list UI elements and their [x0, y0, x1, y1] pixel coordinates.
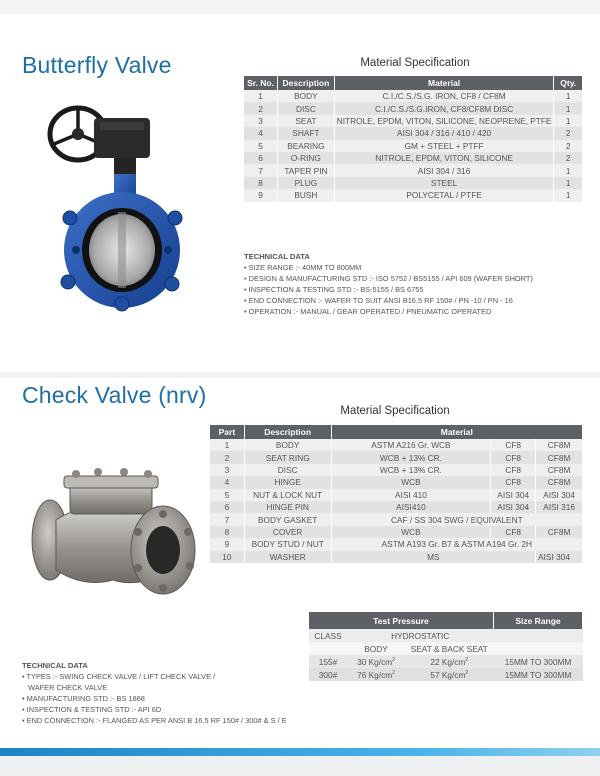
tech-line: • END CONNECTION :- WAFER TO SUIT ANSI B16.5 RF 150# / PN -10 / PN - 16 — [244, 296, 513, 305]
cell: BODY — [278, 90, 335, 102]
cell: WASHER — [244, 551, 331, 563]
table-row — [309, 629, 583, 642]
cell: BODY STUD / NUT — [244, 538, 331, 550]
butterfly-valve-title: Butterfly Valve — [22, 52, 172, 78]
col-size-range: Size Range — [494, 612, 583, 629]
cell: 3 — [210, 464, 244, 476]
test-pressure-table — [309, 612, 583, 681]
cell: O-RING — [278, 152, 335, 164]
cell: AISI 304 / 316 — [334, 164, 554, 176]
col-sr-no: Sr. No. — [244, 76, 278, 90]
cell: GM + STEEL + PTFF — [334, 140, 554, 152]
cell: CF8 — [491, 451, 536, 463]
top-band — [0, 0, 600, 14]
butterfly-valve-image — [40, 100, 190, 315]
cell: 6 — [244, 152, 278, 164]
table-row — [244, 177, 583, 189]
cell: MS — [331, 551, 536, 563]
cell: AISI 304 — [491, 501, 536, 513]
check-valve-image — [28, 462, 198, 602]
cell: HINGE — [244, 476, 331, 488]
cell: CF8 — [491, 526, 536, 538]
cell: 9 — [244, 189, 278, 201]
cell: 1 — [554, 177, 583, 189]
cell: 7 — [210, 513, 244, 525]
table-row — [309, 668, 583, 681]
butterfly-spec-title: Material Specification — [360, 57, 470, 69]
cell: 15MM TO 300MM — [494, 668, 583, 681]
check-material-table — [210, 425, 583, 563]
col-material: Material — [334, 76, 554, 90]
cell: AISI 316 — [536, 501, 583, 513]
cell: TAPER PIN — [278, 164, 335, 176]
cell: BEARING — [278, 140, 335, 152]
cell: 1 — [554, 102, 583, 114]
technical-data-heading: TECHNICAL DATA — [244, 252, 310, 261]
table-row — [309, 655, 583, 668]
section-divider — [0, 372, 600, 378]
value: 30 Kg/cm — [357, 656, 393, 667]
value: 76 Kg/cm — [357, 669, 393, 680]
cell: SHAFT — [278, 127, 335, 139]
table-row — [244, 164, 583, 176]
cell: 7 — [244, 164, 278, 176]
butterfly-material-table — [244, 76, 583, 202]
cell: AISI 304 — [536, 489, 583, 501]
butterfly-technical-data — [244, 251, 584, 317]
cell: 1 — [554, 164, 583, 176]
cell: DISC — [244, 464, 331, 476]
cell — [405, 668, 494, 681]
cell: 3 — [244, 115, 278, 127]
tech-line: • MANUFACTURING STD :- BS 1868 — [22, 694, 145, 703]
footer-band — [0, 748, 600, 776]
class-label: CLASS — [309, 629, 347, 642]
col-part: Part — [210, 425, 244, 439]
cell: CF8 — [491, 464, 536, 476]
cell: 1 — [554, 90, 583, 102]
body-label: BODY — [347, 642, 405, 655]
tech-line: • INSPECTION & TESTING STD :- API 6D — [22, 705, 162, 714]
table-row — [210, 464, 583, 476]
cell: 5 — [210, 489, 244, 501]
table-row — [244, 90, 583, 102]
table-row — [210, 538, 583, 550]
hydrostatic-label: HYDROSTATIC — [347, 629, 494, 642]
cell: C.I./C.S./S.G. IRON, CF8 / CF8M — [334, 90, 554, 102]
cell: 5 — [244, 140, 278, 152]
cell: AISI410 — [331, 501, 491, 513]
cell: 155# — [309, 655, 347, 668]
cell: HINGE PIN — [244, 501, 331, 513]
cell: 2 — [210, 451, 244, 463]
tech-line: • END CONNECTION :- FLANGED AS PER ANSI B 16.5 RF 150# / 300# & S / E — [22, 716, 287, 725]
cell: AISI 304 — [491, 489, 536, 501]
table-row — [210, 439, 583, 451]
cell: 4 — [210, 476, 244, 488]
unit-sup: 2 — [465, 656, 469, 663]
cell: 2 — [554, 152, 583, 164]
cell: CF8M — [536, 526, 583, 538]
footer-accent-bar — [0, 748, 600, 756]
cell: 15MM TO 300MM — [494, 655, 583, 668]
cell: WCB — [331, 476, 491, 488]
cell: AISI 304 / 316 / 410 / 420 — [334, 127, 554, 139]
cell: 1 — [554, 115, 583, 127]
cell: ASTM A216 Gr. WCB — [331, 439, 491, 451]
cell: CF8 — [491, 439, 536, 451]
cell: 300# — [309, 668, 347, 681]
cell — [405, 655, 494, 668]
cell: 10 — [210, 551, 244, 563]
table-row — [210, 451, 583, 463]
check-spec-title: Material Specification — [340, 405, 450, 417]
table-row — [210, 551, 583, 563]
cell: 1 — [244, 90, 278, 102]
cell: 2 — [244, 102, 278, 114]
cell: AISI 304 — [536, 551, 583, 563]
cell: CF8M — [536, 451, 583, 463]
cell: CAF / SS 304 SWG / EQUIVALENT — [331, 513, 582, 525]
footer-grey-bar — [0, 756, 600, 776]
check-valve-title: Check Valve (nrv) — [22, 382, 207, 408]
table-row — [244, 127, 583, 139]
cell: BUSH — [278, 189, 335, 201]
cell: 4 — [244, 127, 278, 139]
col-material: Material — [331, 425, 582, 439]
cell: 2 — [554, 140, 583, 152]
cell: CF8M — [536, 439, 583, 451]
col-test-pressure: Test Pressure — [309, 612, 494, 629]
cell: SEAT — [278, 115, 335, 127]
cell: 8 — [210, 526, 244, 538]
cell — [494, 642, 583, 655]
cell — [347, 668, 405, 681]
cell: STEEL — [334, 177, 554, 189]
unit-sup: 2 — [465, 669, 469, 676]
tech-line: • SIZE RANGE :- 40MM TO 800MM — [244, 263, 362, 272]
col-description: Description — [244, 425, 331, 439]
tech-line: • INSPECTION & TESTING STD :- BS-5155 / BS 6755 — [244, 285, 424, 294]
cell: CF8M — [536, 476, 583, 488]
table-row — [244, 189, 583, 201]
cell: BODY GASKET — [244, 513, 331, 525]
tech-line: WAFER CHECK VALVE — [28, 683, 108, 692]
cell — [309, 642, 347, 655]
tech-line: • OPERATION :- MANUAL / GEAR OPERATED / PNEUMATIC OPERATED — [244, 307, 492, 316]
table-row — [244, 102, 583, 114]
cell: BODY — [244, 439, 331, 451]
cell: CF8 — [491, 476, 536, 488]
butterfly-table-body — [244, 90, 583, 202]
cell: WCB + 13% CR. — [331, 464, 491, 476]
table-row — [210, 489, 583, 501]
cell: 9 — [210, 538, 244, 550]
check-technical-data — [22, 660, 342, 726]
seat-label: SEAT & BACK SEAT — [405, 642, 494, 655]
value: 57 Kg/cm — [430, 669, 466, 680]
table-row — [244, 140, 583, 152]
cell: WCB — [331, 526, 491, 538]
cell — [494, 629, 583, 642]
cell: PLUG — [278, 177, 335, 189]
cell: DISC — [278, 102, 335, 114]
tech-line: • TYPES :- SWING CHECK VALVE / LIFT CHECK VALVE / — [22, 672, 216, 681]
value: 22 Kg/cm — [430, 656, 466, 667]
unit-sup: 2 — [392, 669, 395, 676]
cell: CF8M — [536, 464, 583, 476]
check-table-body — [210, 439, 583, 563]
cell: 8 — [244, 177, 278, 189]
table-row — [210, 526, 583, 538]
cell: 1 — [210, 439, 244, 451]
cell: NUT & LOCK NUT — [244, 489, 331, 501]
cell: NITROLE, EPDM, VITON, SILICONE, NEOPRENE, PTFE — [334, 115, 554, 127]
tech-line: • DESIGN & MANUFACTURING STD :- ISO 5752 / BS5155 / API 609 (WAFER SHORT) — [244, 274, 533, 283]
unit-sup: 2 — [392, 656, 395, 663]
cell: ASTM A193 Gr. B7 & ASTM A194 Gr. 2H — [331, 538, 582, 550]
cell: POLYCETAL / PTFE — [334, 189, 554, 201]
col-qty: Qty. — [554, 76, 583, 90]
cell: NITROLE, EPDM, VITON, SILICONE — [334, 152, 554, 164]
cell: COVER — [244, 526, 331, 538]
table-row — [244, 152, 583, 164]
technical-data-heading: TECHNICAL DATA — [22, 661, 88, 670]
table-row — [210, 476, 583, 488]
cell: SEAT RING — [244, 451, 331, 463]
cell: WCB + 13% CR. — [331, 451, 491, 463]
cell: AISI 410 — [331, 489, 491, 501]
cell: C.I./C.S./S.G.IRON, CF8/CF8M DISC — [334, 102, 554, 114]
table-row — [309, 642, 583, 655]
table-row — [244, 115, 583, 127]
cell: 2 — [554, 127, 583, 139]
table-row — [210, 501, 583, 513]
table-row — [210, 513, 583, 525]
cell — [347, 655, 405, 668]
col-description: Description — [278, 76, 335, 90]
cell: 6 — [210, 501, 244, 513]
cell: 1 — [554, 189, 583, 201]
